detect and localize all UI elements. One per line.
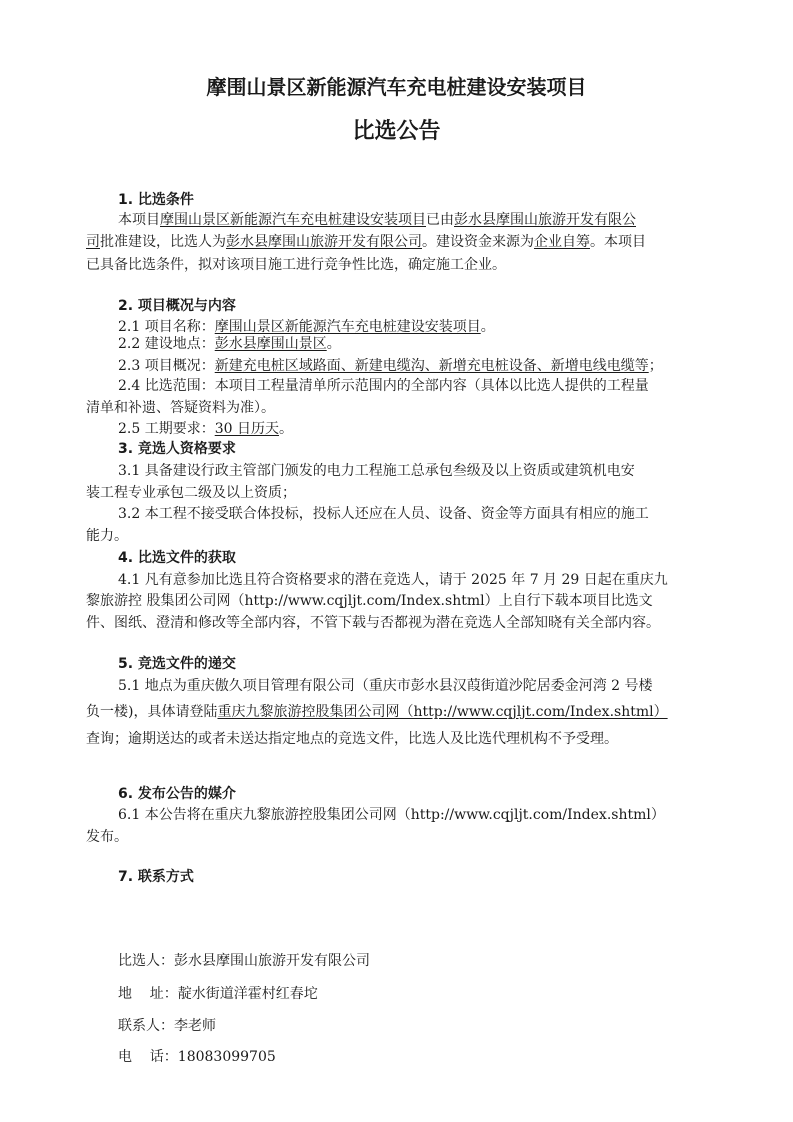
end: ； <box>648 358 663 374</box>
end: 。 <box>278 421 293 437</box>
document-subtitle: 比选公告 <box>352 119 441 144</box>
item-3-1-line-1: 3.1 具备建设行政主管部门颁发的电力工程施工总承包叁级及以上资质或建筑机电安 <box>118 463 635 479</box>
contact-person: 联系人：李老师 <box>118 1018 216 1034</box>
item-5-1-line-2 <box>86 703 668 721</box>
section-3-heading: 3. 竞选人资格要求 <box>118 441 236 457</box>
item-5-1-line-1: 5.1 地点为重庆傲久项目管理有限公司（重庆市彭水县汉葭街道沙陀居委金河湾 2 号楼 <box>118 678 653 694</box>
section-1-line-2 <box>86 233 646 251</box>
item-6-1-line-2: 发布。 <box>86 829 128 845</box>
label: 2.3 项目概况： <box>118 358 215 374</box>
funds-source: 企业自筹 <box>534 234 590 250</box>
item-2-3 <box>118 357 663 375</box>
section-4-heading: 4. 比选文件的获取 <box>118 550 236 566</box>
item-6-1-line-1: 6.1 本公告将在重庆九黎旅游控股集团公司网（http://www.cqjljt.com/Index.shtml） <box>118 807 665 823</box>
contact-selector: 比选人：彭水县摩围山旅游开发有限公司 <box>118 953 370 969</box>
item-2-5 <box>118 420 293 438</box>
contact-phone: 电 话：18083099705 <box>118 1049 276 1065</box>
section-1-line-1 <box>118 211 636 229</box>
value: 30 日历天 <box>214 421 279 437</box>
section-1-heading: 1. 比选条件 <box>118 192 194 208</box>
text: 批准建设，比选人为 <box>100 234 226 250</box>
item-2-4-line-1: 2.4 比选范围：本项目工程量清单所示范围内的全部内容（具体以比选人提供的工程量 <box>118 378 649 394</box>
end: 。 <box>326 336 341 352</box>
text: 。本项目 <box>590 234 646 250</box>
item-3-2-line-2: 能力。 <box>86 528 128 544</box>
contact-address: 地 址：靛水街道洋霍村红春坨 <box>118 986 318 1002</box>
item-5-1-line-3: 查询；逾期送达的或者未送达指定地点的竞选文件，比选人及比选代理机构不予受理。 <box>86 731 618 747</box>
end: 。 <box>480 319 495 335</box>
item-2-2 <box>118 335 341 353</box>
value: 彭水县摩围山景区 <box>214 336 327 352</box>
value: 摩围山景区新能源汽车充电桩建设安装项目 <box>214 319 481 335</box>
value: 新建充电桩区域路面、新建电缆沟、新增充电桩设备、新增电线电缆等 <box>214 358 649 374</box>
owner-name: 彭水县摩围山旅游开发有限公 <box>454 212 636 228</box>
item-4-1-line-1: 4.1 凡有意参加比选且符合资格要求的潜在竞选人，请于 2025 年 7 月 29 日起在重庆九 <box>118 572 668 588</box>
section-7-heading: 7. 联系方式 <box>118 869 194 885</box>
section-6-heading: 6. 发布公告的媒介 <box>118 786 236 802</box>
item-2-1 <box>118 318 495 336</box>
item-2-4-line-2: 清单和补遗、答疑资料为准）。 <box>86 400 275 416</box>
website-link[interactable]: 重庆九黎旅游控股集团公司网（http://www.cqjljt.com/Index.shtml） <box>217 704 668 720</box>
label: 2.5 工期要求： <box>118 421 215 437</box>
text: 本项目 <box>118 212 160 228</box>
document-title: 摩围山景区新能源汽车充电桩建设安装项目 <box>206 75 587 99</box>
project-name: 摩围山景区新能源汽车充电桩建设安装项目 <box>160 212 426 228</box>
section-1-line-3: 已具备比选条件，拟对该项目施工进行竞争性比选，确定施工企业。 <box>86 257 506 273</box>
item-3-2-line-1: 3.2 本工程不接受联合体投标，投标人还应在人员、设备、资金等方面具有相应的施工 <box>118 506 649 522</box>
label: 2.1 项目名称： <box>118 319 215 335</box>
text: 。建设资金来源为 <box>422 234 534 250</box>
item-3-1-line-2: 装工程专业承包二级及以上资质； <box>86 485 296 501</box>
section-5-heading: 5. 竞选文件的递交 <box>118 656 236 672</box>
owner-name-end: 司 <box>86 234 100 250</box>
label: 2.2 建设地点： <box>118 336 215 352</box>
text: 负一楼)，具体请登陆 <box>86 704 218 720</box>
section-2-heading: 2. 项目概况与内容 <box>118 298 236 314</box>
text: 已由 <box>426 212 454 228</box>
item-4-1-line-2: 黎旅游控 股集团公司网（http://www.cqjljt.com/Index.shtml）上自行下载本项目比选文 <box>86 593 653 609</box>
selector-name: 彭水县摩围山旅游开发有限公司 <box>226 234 422 250</box>
item-4-1-line-3: 件、图纸、澄清和修改等全部内容，不管下载与否都视为潜在竞选人全部知晓有关全部内容。 <box>86 615 660 631</box>
